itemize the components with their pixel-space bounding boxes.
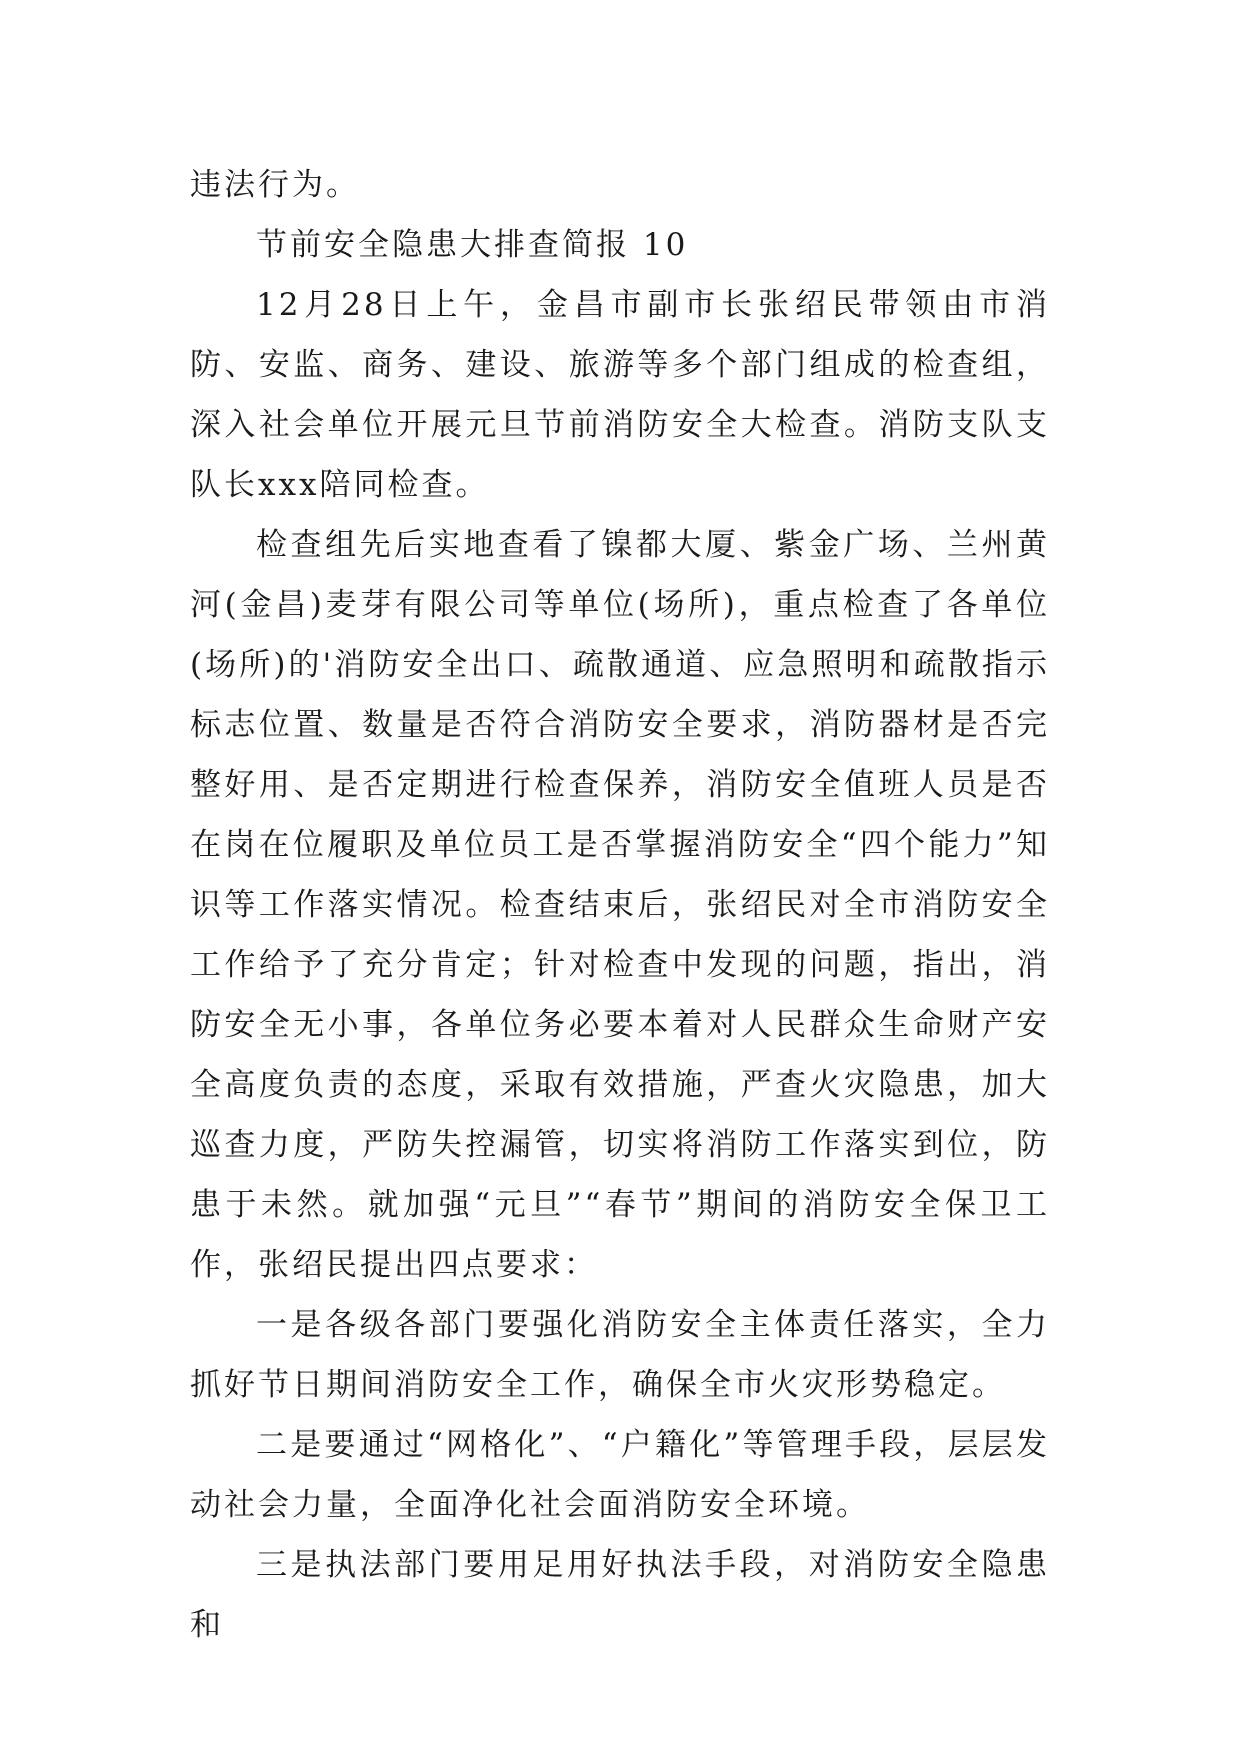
- paragraph-continuation: 违法行为。: [190, 167, 360, 203]
- document-body: [190, 155, 1050, 1655]
- paragraph-requirement-1: 一是各级各部门要强化消防安全主体责任落实，全力抓好节日期间消防安全工作，确保全市火灾形势稳定。: [190, 1307, 1050, 1403]
- paragraph-requirement-2: 二是要通过“网格化”、“户籍化”等管理手段，层层发动社会力量，全面净化社会面消防安全环境。: [190, 1427, 1050, 1523]
- paragraph-intro: 12月28日上午，金昌市副市长张绍民带领由市消防、安监、商务、建设、旅游等多个部门组成的检查组，深入社会单位开展元旦节前消防安全大检查。消防支队支队长xxx陪同检查。: [190, 287, 1050, 503]
- paragraph-inspection-details: 检查组先后实地查看了镍都大厦、紫金广场、兰州黄河(金昌)麦芽有限公司等单位(场所)，重点检查了各单位(场所)的'消防安全出口、疏散通道、应急照明和疏散指示标志位置、数量是否符合消防安全要求，消防器材是否完整好用、是否定期进行检查保养，消防安全值班人员是否在岗在位履职及单位员工是否掌握消防安全“四个能力”知识等工作落实情况。检查结束后，张绍民对全市消防安全工作给予了充分肯定；针对检查中发现的问题，指出，消防安全无小事，各单位务必要本着对人民群众生命财产安全高度负责的态度，采取有效措施，严查火灾隐患，加大巡查力度，严防失控漏管，切实将消防工作落实到位，防患于未然。就加强“元旦”“春节”期间的消防安全保卫工作，张绍民提出四点要求：: [190, 527, 1050, 1283]
- paragraph-requirement-3: 三是执法部门要用足用好执法手段，对消防安全隐患和: [190, 1547, 1050, 1643]
- section-title: 节前安全隐患大排查简报 10: [256, 227, 689, 263]
